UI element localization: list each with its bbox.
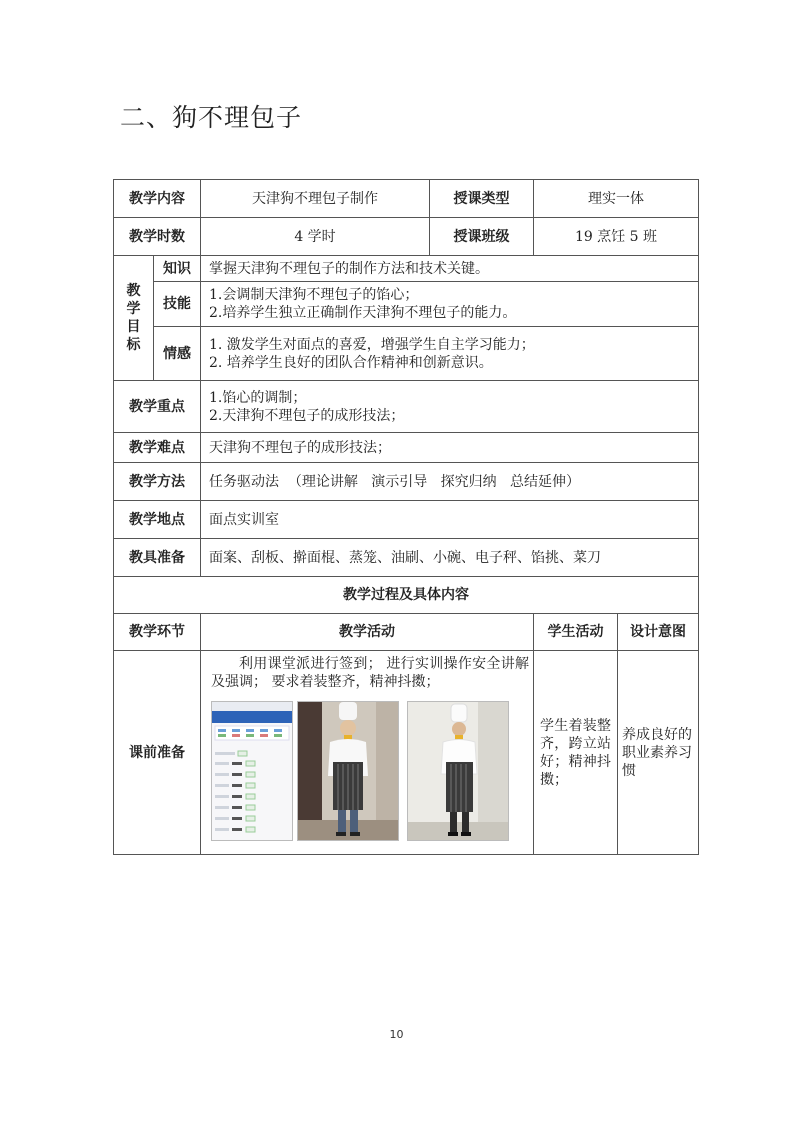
row-process-title (114, 577, 699, 614)
value-class: 19 烹饪 5 班 (534, 218, 699, 256)
row-tools (114, 539, 699, 577)
row-goal-skill (114, 282, 699, 327)
goal-char: 目 (126, 319, 141, 335)
header-stage: 教学环节 (114, 614, 201, 651)
label-knowledge: 知识 (154, 256, 201, 282)
value-skill: 1.会调制天津狗不理包子的馅心； 2.培养学生独立正确制作天津狗不理包子的能力。 (201, 282, 699, 327)
row-prep (114, 651, 699, 855)
row-process-headers (114, 614, 699, 651)
label-teaching-content: 教学内容 (114, 180, 201, 218)
section-heading: 二、狗不理包子 (120, 103, 303, 132)
row-goal-knowledge (114, 256, 699, 282)
value-lesson-type: 理实一体 (534, 180, 699, 218)
row-location (114, 501, 699, 539)
label-tools: 教具准备 (114, 539, 201, 577)
page-number: 10 (389, 1028, 404, 1041)
row-key-points (114, 381, 699, 433)
row-method (114, 463, 699, 501)
header-intent: 设计意图 (618, 614, 699, 651)
value-teaching-hours: 4 学时 (201, 218, 430, 256)
header-activity: 教学活动 (201, 614, 534, 651)
process-title: 教学过程及具体内容 (114, 577, 699, 614)
row-goal-emotion (114, 327, 699, 381)
label-key-points: 教学重点 (114, 381, 201, 433)
label-class: 授课班级 (430, 218, 534, 256)
label-skill: 技能 (154, 282, 201, 327)
stage-prep: 课前准备 (114, 651, 201, 855)
activity-prep (201, 651, 534, 855)
header-student: 学生活动 (534, 614, 618, 651)
value-location: 面点实训室 (201, 501, 699, 539)
label-location: 教学地点 (114, 501, 201, 539)
student-photo-2 (407, 701, 509, 841)
value-method: 任务驱动法 （理论讲解 演示引导 探究归纳 总结延伸） (201, 463, 699, 501)
design-intent-prep: 养成良好的职业素养习惯 (618, 651, 699, 855)
activity-text: 利用课堂派进行签到； 进行实训操作安全讲解及强调； 要求着装整齐，精神抖擞； (211, 656, 529, 690)
value-teaching-content: 天津狗不理包子制作 (201, 180, 430, 218)
row-hours (114, 218, 699, 256)
label-teaching-goals (114, 256, 154, 381)
goal-char: 标 (126, 337, 141, 353)
label-lesson-type: 授课类型 (430, 180, 534, 218)
phone-screenshot-image (211, 701, 293, 841)
value-key-points: 1.馅心的调制； 2.天津狗不理包子的成形技法； (201, 381, 699, 433)
label-emotion: 情感 (154, 327, 201, 381)
value-difficulty: 天津狗不理包子的成形技法； (201, 433, 699, 463)
goal-char: 学 (126, 301, 141, 317)
value-knowledge: 掌握天津狗不理包子的制作方法和技术关键。 (201, 256, 699, 282)
value-tools: 面案、刮板、擀面棍、蒸笼、油刷、小碗、电子秤、馅挑、菜刀 (201, 539, 699, 577)
goal-char: 教 (126, 283, 141, 299)
student-photo-1 (297, 701, 399, 841)
photo-strip (211, 701, 529, 843)
row-difficulty (114, 433, 699, 463)
lesson-plan-table (113, 179, 699, 855)
row-content (114, 180, 699, 218)
value-emotion: 1. 激发学生对面点的喜爱，增强学生自主学习能力； 2. 培养学生良好的团队合作精神和创新意识。 (201, 327, 699, 381)
label-difficulty: 教学难点 (114, 433, 201, 463)
label-teaching-hours: 教学时数 (114, 218, 201, 256)
student-activity-prep: 学生着装整齐，跨立站好；精神抖擞； (534, 651, 618, 855)
label-method: 教学方法 (114, 463, 201, 501)
